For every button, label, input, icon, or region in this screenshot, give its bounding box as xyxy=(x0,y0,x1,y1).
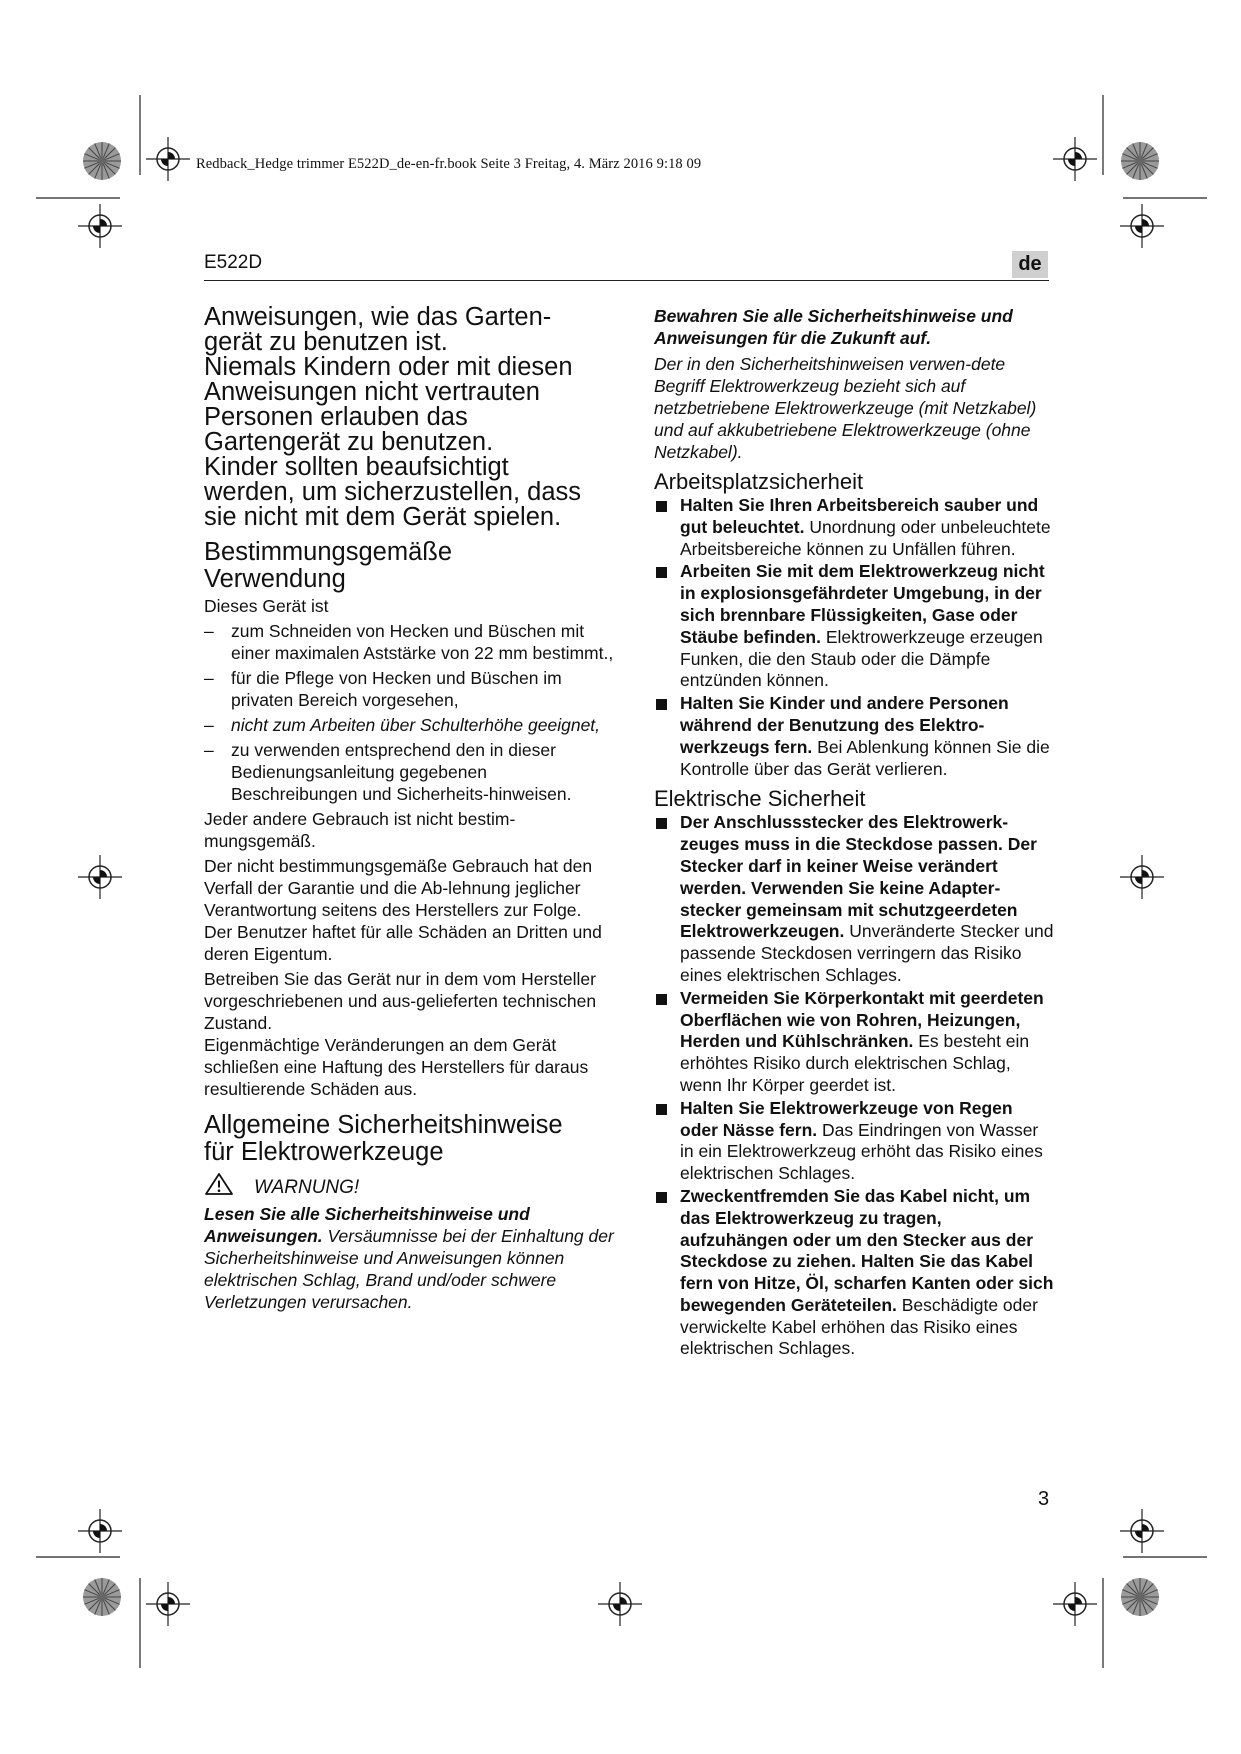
use-list-item xyxy=(204,620,614,664)
use-list-item xyxy=(204,667,614,711)
print-info-line: Redback_Hedge trimmer E522D_de-en-fr.book Seite 3 Freitag, 4. März 2016 9:18 09 xyxy=(196,156,702,172)
bullet-body-text: Unordnung oder unbeleuchtete Arbeitsbereiche können zu Unfällen führen. xyxy=(680,516,1051,559)
square-bullet-icon xyxy=(654,812,680,986)
use-text: zu verwenden entsprechend den in dieser Bedienungsanleitung gegebenen Beschreibungen und Sicherheits-hinweisen. xyxy=(231,740,572,804)
warning-bold-text: Lesen Sie alle Sicherheitshinweise und Anweisungen. xyxy=(204,1204,530,1246)
square-bullet-icon xyxy=(654,1186,680,1360)
use-text: für die Pflege von Hecken und Büschen im privaten Bereich vorgesehen, xyxy=(231,668,562,710)
use-text: nicht zum Arbeiten über Schulterhöhe geeignet, xyxy=(231,715,601,735)
electrical-bullet-item xyxy=(654,1186,1054,1360)
use-text: zum Schneiden von Hecken und Büschen mit einer maximalen Aststärke von 22 mm bestimmt., xyxy=(231,621,614,663)
bullet-text xyxy=(680,693,1054,780)
other-use-text: Jeder andere Gebrauch ist nicht bestim-mungsgemäß. xyxy=(204,809,516,851)
warning-label-row xyxy=(204,1172,614,1203)
page-number: 3 xyxy=(1038,1488,1050,1510)
right-column xyxy=(654,305,1054,1361)
bullet-bold-text: Zweckentfremden Sie das Kabel nicht, um das Elektrowerkzeug zu tragen, aufzuhängen oder um den Stecker aus der Steckdose zu ziehen. Halten Sie das Kabel fern von Hitze, Öl, scharfen Kanten oder sich bewegenden Geräteteilen. xyxy=(680,1185,1054,1315)
left-column xyxy=(204,305,614,1316)
intro-line: Niemals Kindern oder mit diesen xyxy=(204,353,573,381)
bullet-text xyxy=(680,988,1054,1097)
header-rule xyxy=(204,280,1049,281)
intro-line: gerät zu benutzen ist. xyxy=(204,328,448,356)
workplace-bullet-item xyxy=(654,495,1054,560)
square-bullet-icon xyxy=(654,693,680,780)
language-badge: de xyxy=(1012,251,1048,278)
bullet-body-text: Bei Ablenkung können Sie die Kontrolle über das Gerät verlieren. xyxy=(680,736,1050,779)
dash-marker: – xyxy=(204,715,214,735)
warning-paragraph xyxy=(204,1203,614,1313)
intro-line: Anweisungen, wie das Garten- xyxy=(204,303,552,331)
heading-line: für Elektrowerkzeuge xyxy=(204,1138,444,1166)
warning-body-text: Versäumnisse bei der Einhaltung der Sicherheitshinweise und Anweisungen können elektrischen Schlag, Brand und/oder schwere Verletzungen verursachen. xyxy=(204,1226,614,1312)
square-bullet-icon xyxy=(654,988,680,1097)
use-list-item xyxy=(204,714,614,736)
heading-electrical-safety: Elektrische Sicherheit xyxy=(654,786,866,812)
bullet-body-text: Elektrowerkzeuge erzeugen Funken, die den Staub oder die Dämpfe entzünden können. xyxy=(680,626,1043,691)
heading-line: Verwendung xyxy=(204,565,346,593)
heading-workplace-safety: Arbeitsplatzsicherheit xyxy=(654,469,864,494)
intro-line: Anweisungen nicht vertrauten xyxy=(204,378,540,406)
electrical-bullet-item xyxy=(654,812,1054,986)
workplace-bullet-item xyxy=(654,561,1054,692)
intro-line: Personen erlauben das xyxy=(204,403,468,431)
intro-line: Kinder sollten beaufsichtigt xyxy=(204,453,509,481)
electrical-bullet-item xyxy=(654,988,1054,1097)
bullet-bold-text: Der Anschlussstecker des Elektrowerk-zeuges muss in die Steckdose passen. Der Stecker darf in keiner Weise verändert werden. Verwenden Sie keine Adapter-stecker gemeinsam mit schutzgeerdeten Elektrowerkzeugen. xyxy=(680,812,1037,942)
modification-paragraph: Eigenmächtige Veränderungen an dem Gerät schließen eine Haftung des Herstellers für daraus resultierende Schäden aus. xyxy=(204,1035,589,1099)
intro-line: Gartengerät zu benutzen. xyxy=(204,428,494,456)
bullet-text xyxy=(680,812,1054,986)
intro-line: werden, um sicherzustellen, dass xyxy=(204,478,582,506)
dash-marker: – xyxy=(204,621,214,641)
keep-instructions-text: Bewahren Sie alle Sicherheitshinweise und Anweisungen für die Zukunft auf. xyxy=(654,306,1013,348)
bullet-text xyxy=(680,1186,1054,1360)
device-is-text: Dieses Gerät ist xyxy=(204,596,329,616)
use-list-item xyxy=(204,739,614,805)
intro-line: sie nicht mit dem Gerät spielen. xyxy=(204,503,562,531)
electrical-bullet-item xyxy=(654,1098,1054,1185)
square-bullet-icon xyxy=(654,1098,680,1185)
heading-line: Allgemeine Sicherheitshinweise xyxy=(204,1111,563,1139)
warning-label: WARNUNG! xyxy=(254,1176,360,1198)
heading-line: Bestimmungsgemäße xyxy=(204,538,453,566)
bullet-body-text: Das Eindringen von Wasser in ein Elektrowerkzeug erhöht das Risiko eines elektrischen Schlages. xyxy=(680,1119,1043,1184)
bullet-bold-text: Halten Sie Ihren Arbeitsbereich sauber und gut beleuchtet. xyxy=(680,495,1039,537)
dash-marker: – xyxy=(204,668,214,688)
bullet-bold-text: Halten Sie Elektrowerkzeuge von Regen oder Nässe fern. xyxy=(680,1097,1013,1140)
bullet-bold-text: Vermeiden Sie Körperkontakt mit geerdeten Oberflächen wie von Rohren, Heizungen, Herden und Kühlschränken. xyxy=(680,987,1044,1052)
heading-intended-use xyxy=(204,539,614,593)
intro-text xyxy=(204,305,614,530)
warning-triangle-icon xyxy=(204,1172,254,1203)
bullet-text xyxy=(680,495,1054,560)
model-name: E522D xyxy=(204,252,263,273)
bullet-body-text: Beschädigte oder verwickelte Kabel erhöhen das Risiko eines elektrischen Schlages. xyxy=(680,1294,1038,1359)
misuse-paragraph: Der nicht bestimmungsgemäße Gebrauch hat den Verfall der Garantie und die Ab-lehnung jeglicher Verantwortung seitens des Herstellers zur Folge. Der Benutzer haftet für alle Schäden an Dritten und deren Eigentum. xyxy=(204,856,602,964)
bullet-bold-text: Halten Sie Kinder und andere Personen während der Benutzung des Elektro-werkzeugs fern. xyxy=(680,693,1009,757)
term-definition-paragraph: Der in den Sicherheitshinweisen verwen-dete Begriff Elektrowerkzeug bezieht sich auf netzbetriebene Elektrowerkzeuge (mit Netzkabel) und auf akkubetriebene Elektrowerkzeuge (ohne Netzkabel). xyxy=(654,354,1037,462)
square-bullet-icon xyxy=(654,495,680,560)
dash-marker: – xyxy=(204,740,214,760)
operate-paragraph: Betreiben Sie das Gerät nur in dem vom Hersteller vorgeschriebenen und aus-gelieferten technischen Zustand. xyxy=(204,969,597,1033)
square-bullet-icon xyxy=(654,561,680,692)
bullet-text xyxy=(680,1098,1054,1185)
bullet-body-text: Unveränderte Stecker und passende Steckdosen verringern das Risiko eines elektrischen Schlages. xyxy=(680,921,1054,985)
workplace-bullet-item xyxy=(654,693,1054,780)
heading-general-safety xyxy=(204,1112,614,1166)
bullet-body-text: Es besteht ein erhöhtes Risiko durch elektrischen Schlag, wenn Ihr Körper geerdet ist. xyxy=(680,1031,1030,1095)
bullet-text xyxy=(680,561,1054,692)
bullet-bold-text: Arbeiten Sie mit dem Elektrowerkzeug nicht in explosionsgefährdeter Umgebung, in der sich brennbare Flüssigkeiten, Gase oder Stäube befinden. xyxy=(680,561,1045,647)
